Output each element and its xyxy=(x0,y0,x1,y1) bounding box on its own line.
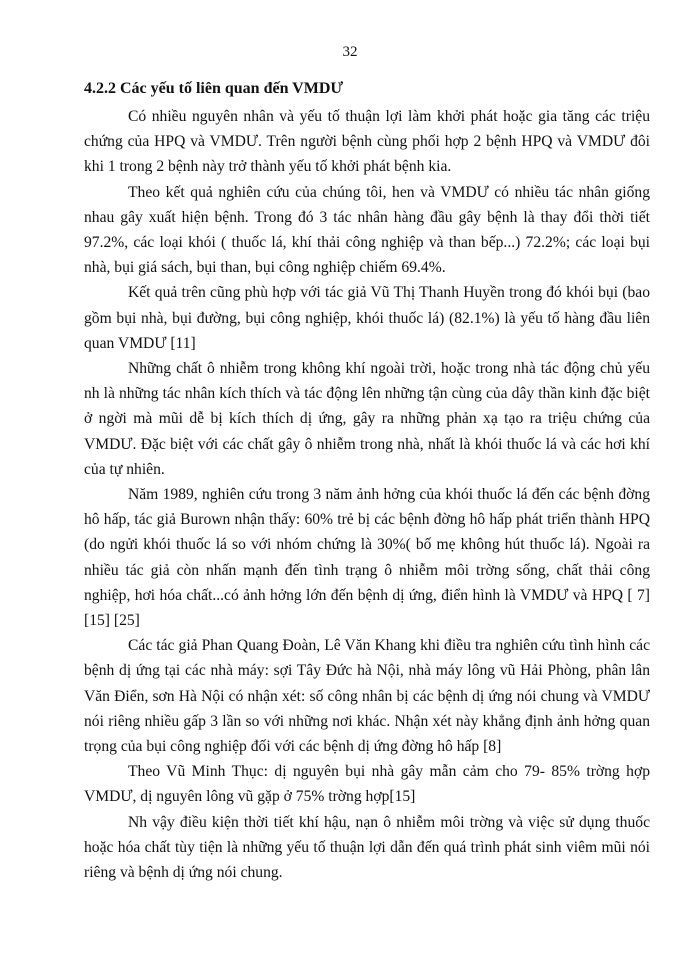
section-heading: 4.2.2 Các yếu tố liên quan đến VMDƯ xyxy=(84,80,344,97)
paragraph: Nh vậy điều kiện thời tiết khí hậu, nạn ô nhiễm môi trờng và việc sử dụng thuốc hoặc hóa chất tùy tiện là những yếu tố thuận lợi dẫn đến quá trình phát sinh viêm mũi nói riêng và bệnh dị ứng nói chung. xyxy=(84,813,650,882)
paragraph: Năm 1989, nghiên cứu trong 3 năm ảnh hởng của khói thuốc lá đến các bệnh đờng hô hấp, tác giả Burown nhận thấy: 60% trẻ bị các bệnh đờng hô hấp phát triển thành HPQ (do ngửi khói thuốc lá so với nhóm chứng là 30%( bố mẹ không hút thuốc lá). Ngoài ra nhiều tác giả còn nhấn mạnh đến tình trạng ô nhiễm môi trờng sống, chất thải công nghiệp, hơi hóa chất...có ảnh hởng lớn đến bệnh dị ứng, điển hình là VMDƯ và HPQ [ 7] [15] [25] xyxy=(84,486,650,630)
paragraph: Theo Vũ Minh Thục: dị nguyên bụi nhà gây mẫn cảm cho 79- 85% trờng hợp VMDƯ, dị nguyên lông vũ gặp ở 75% trờng hợp[15] xyxy=(84,763,650,806)
paragraph: Có nhiều nguyên nhân và yếu tố thuận lợi làm khởi phát hoặc gia tăng các triệu chứng của HPQ và VMDƯ. Trên người bệnh cùng phối hợp 2 bệnh HPQ và VMDƯ đôi khi 1 trong 2 bệnh này trở thành yếu tố khởi phát bệnh kia. xyxy=(84,108,650,176)
paragraph: Những chất ô nhiễm trong không khí ngoài trời, hoặc trong nhà tác động chủ yếu nh là những tác nhân kích thích và tác động lên những tận cùng của dây thần kinh đặc biệt ở ngời mà mũi dễ bị kích thích dị ứng, gây ra những phản xạ tạo ra triệu chứng của VMDƯ. Đặc biệt với các chất gây ô nhiễm trong nhà, nhất là khói thuốc lá và các hơi khí của tự nhiên. xyxy=(84,360,650,478)
page-number: 32 xyxy=(342,44,358,60)
paragraph: Theo kết quả nghiên cứu của chúng tôi, hen và VMDƯ có nhiều tác nhân giống nhau gây xuất hiện bệnh. Trong đó 3 tác nhân hàng đầu gây bệnh là thay đổi thời tiết 97.2%, các loại khói ( thuốc lá, khí thải công nghiệp và than bếp...) 72.2%; các loại bụi nhà, bụi giá sách, bụi than, bụi công nghiệp chiếm 69.4%. xyxy=(84,183,650,277)
page-content xyxy=(84,76,650,885)
paragraph: Kết quả trên cũng phù hợp với tác giả Vũ Thị Thanh Huyền trong đó khói bụi (bao gồm bụi nhà, bụi đường, bụi công nghiệp, khói thuốc lá) (82.1%) là yếu tố hàng đầu liên quan VMDƯ [11] xyxy=(84,284,650,352)
paragraph: Các tác giả Phan Quang Đoàn, Lê Văn Khang khi điều tra nghiên cứu tình hình các bệnh dị ứng tại các nhà máy: sợi Tây Đức hà Nội, nhà máy lông vũ Hải Phòng, phân lân Văn Điển, sơn Hà Nội có nhận xét: số công nhân bị các bệnh dị ứng nói chung và VMDƯ nói riêng nhiều gấp 3 lần so với những nơi khác. Nhận xét này khẳng định ảnh hởng quan trọng của bụi công nghiệp đối với các bệnh dị ứng đờng hô hấp [8] xyxy=(84,637,650,756)
